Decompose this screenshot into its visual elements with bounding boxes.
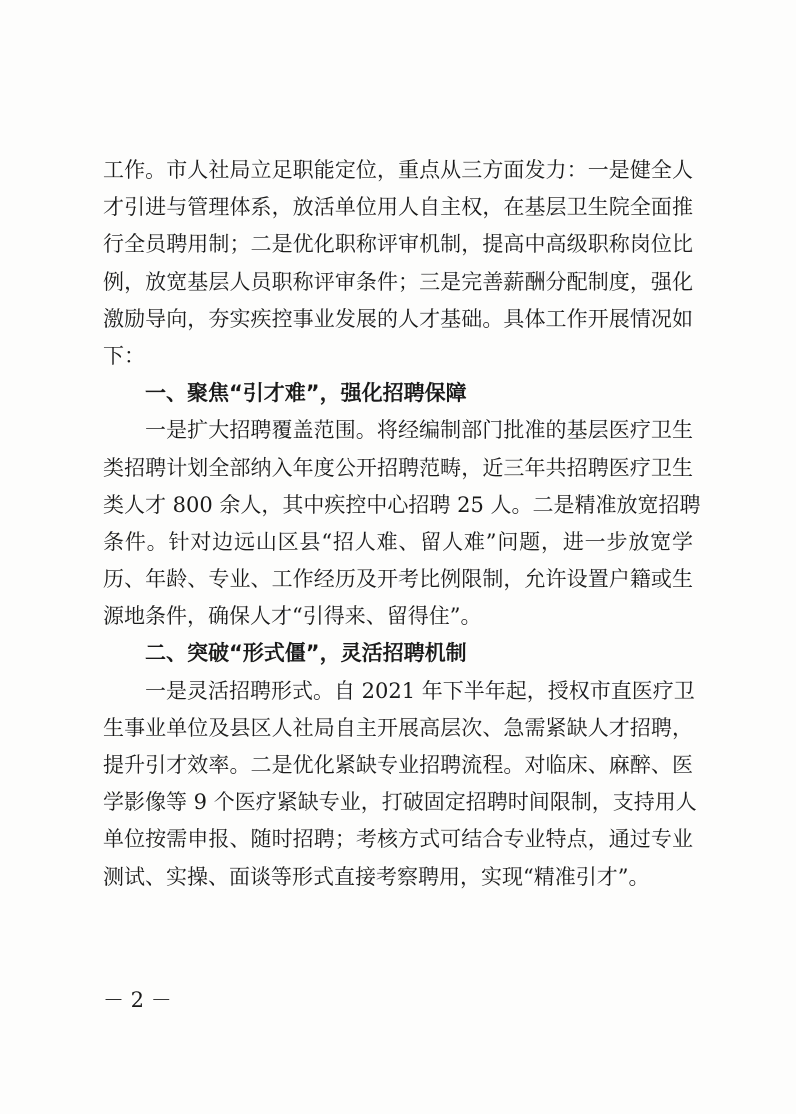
body-line: 生事业单位及县区人社局自主开展高层次、急需紧缺人才招聘， [103,715,693,740]
body-line: 工作。市人社局立足职能定位，重点从三方面发力：一是健全人 [103,158,693,182]
body-line: 一是扩大招聘覆盖范围。将经编制部门批准的基层医疗卫生 [145,418,693,443]
page-number: － 2 － [103,988,172,1012]
section-heading-1: 一、聚焦“引才难”，强化招聘保障 [145,381,467,406]
body-line: 测试、实操、面谈等形式直接考察聘用，实现“精准引才”。 [103,864,650,889]
document-body [103,152,701,896]
body-line: 类人才 800 余人，其中疾控中心招聘 25 人。二是精准放宽招聘 [103,492,701,517]
body-line: 类招聘计划全部纳入年度公开招聘范畴，近三年共招聘医疗卫生 [103,455,693,480]
section-heading-2: 二、突破“形式僵”，灵活招聘机制 [145,641,467,666]
body-line: 下： [103,343,145,368]
body-line: 激励导向，夯实疾控事业发展的人才基础。具体工作开展情况如 [103,306,693,331]
body-line: 例，放宽基层人员职称评审条件；三是完善薪酬分配制度，强化 [103,269,693,294]
body-line: 单位按需申报、随时招聘；考核方式可结合专业特点，通过专业 [103,827,693,852]
body-line: 学影像等 9 个医疗紧缺专业，打破固定招聘时间限制，支持用人 [103,790,697,815]
body-line: 行全员聘用制；二是优化职称评审机制，提高中高级职称岗位比 [103,232,693,257]
body-line: 提升引才效率。二是优化紧缺专业招聘流程。对临床、麻醉、医 [103,753,693,777]
body-line: 条件。针对边远山区县“招人难、留人难”问题，进一步放宽学 [103,529,693,554]
body-line: 一是灵活招聘形式。自 2021 年下半年起，授权市直医疗卫 [145,678,695,703]
body-line: 历、年龄、专业、工作经历及开考比例限制，允许设置户籍或生 [103,567,693,592]
body-line: 源地条件，确保人才“引得来、留得住”。 [103,604,482,629]
body-line: 才引进与管理体系，放活单位用人自主权，在基层卫生院全面推 [103,195,693,220]
